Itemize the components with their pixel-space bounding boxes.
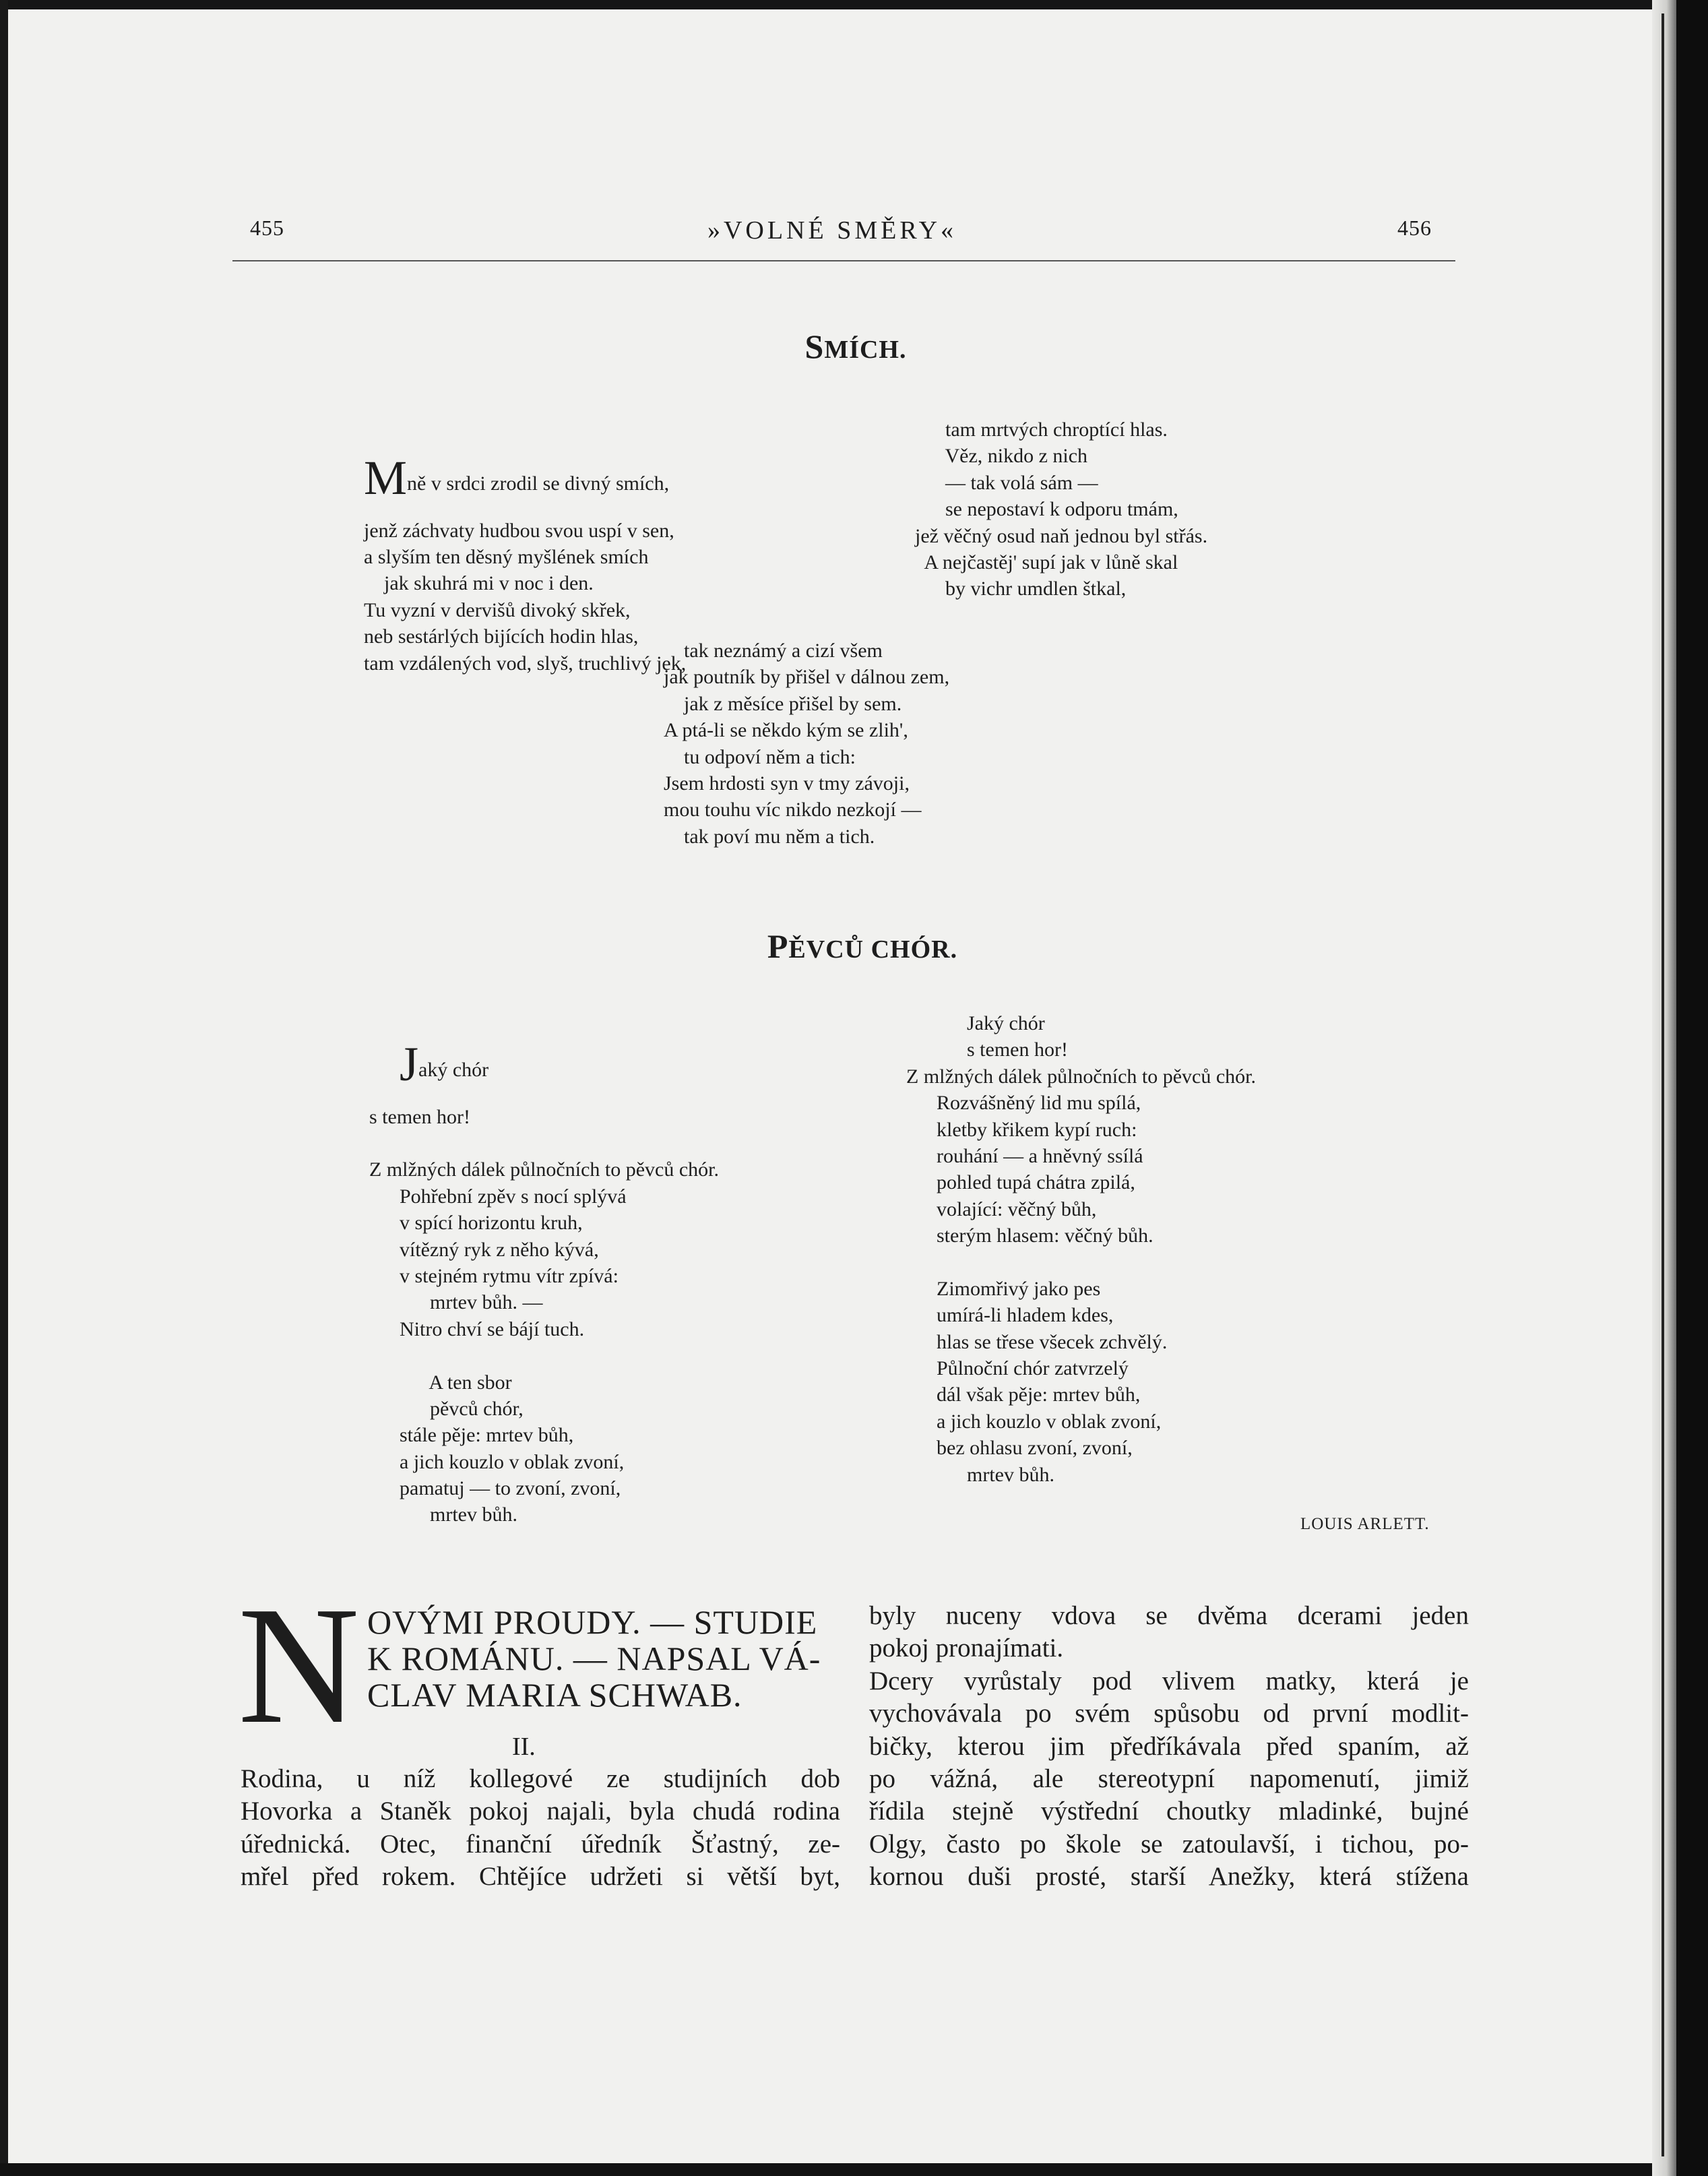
poem-smich-center-column <box>664 638 949 850</box>
section-number: II. <box>512 1733 536 1761</box>
article-heading <box>367 1604 839 1713</box>
verse-line: Rozvášněný lid mu spílá, <box>906 1092 1141 1115</box>
drop-cap: J <box>400 1036 419 1091</box>
verse-line: a jich kouzlo v oblak zvoní, <box>906 1410 1162 1433</box>
prose-line: úřednická. Otec, finanční úředník Šťastný, ze- <box>241 1829 840 1859</box>
verse-line: Zimomřivý jako pes <box>906 1277 1101 1300</box>
verse-line: pěvců chór, <box>369 1397 524 1420</box>
verse-line: Věz, nikdo z nich <box>915 445 1088 468</box>
verse-line: tam mrtvých chroptící hlas. <box>915 418 1168 441</box>
poem-smich-left-column <box>364 411 686 677</box>
verse-line: tak poví mu něm a tich. <box>664 825 875 848</box>
verse-line: tam vzdálených vod, slyš, truchlivý jek, <box>364 652 687 675</box>
verse-line <box>906 1249 1256 1276</box>
verse-line: mrtev bůh. — <box>369 1291 543 1314</box>
verse-line: Jaký chór <box>906 1012 1045 1034</box>
verse-line: rouhání — a hněvný ssílá <box>906 1144 1143 1167</box>
verse-line: s temen hor! <box>369 1105 470 1128</box>
verse-line: A ten sbor <box>369 1371 512 1394</box>
prose-line: po vážná, ale stereotypní napomenutí, jimiž <box>869 1764 1469 1793</box>
verse-line <box>369 1342 719 1369</box>
verse-line: hlas se třese všecek zchvělý. <box>906 1330 1168 1353</box>
prose-line: mřel před rokem. Chtějíce udržeti si větší byt, <box>241 1862 840 1892</box>
heading-line: OVÝMI PROUDY. — STUDIE <box>367 1603 818 1641</box>
verse-line: tak neznámý a cizí všem <box>664 640 883 662</box>
verse-line: Jaký chór <box>400 1036 489 1091</box>
verse-line: Půlnoční chór zatvrzelý <box>906 1357 1129 1380</box>
verse-line: neb sestárlých bijících hodin hlas, <box>364 625 639 648</box>
verse-line: Pohřební zpěv s nocí splývá <box>369 1185 627 1208</box>
verse-line: A nejčastěj' supí jak v lůně skal <box>915 551 1178 573</box>
verse-line: volající: věčný bůh, <box>906 1198 1097 1220</box>
verse-line: Mně v srdci zrodil se divný smích, <box>364 450 670 505</box>
verse-line: stále pěje: mrtev bůh, <box>369 1424 574 1447</box>
verse-line: Nitro chví se bájí tuch. <box>369 1317 585 1340</box>
poem-title-pevcu-chor: PĚVCŮ CHÓR. <box>767 927 958 965</box>
verse-line: A ptá-li se někdo kým se zlih', <box>664 719 908 742</box>
poem-title-smich: SMÍCH. <box>804 328 907 365</box>
verse-line: bez ohlasu zvoní, zvoní, <box>906 1437 1133 1460</box>
verse-line: jak z měsíce přišel by sem. <box>664 692 902 715</box>
running-header <box>232 216 1432 256</box>
scan-border-left <box>0 0 8 2176</box>
verse-line: jak skuhrá mi v noc i den. <box>364 572 594 595</box>
prose-line: řídila stejně výstřední choutky mladinké, bujné <box>869 1797 1469 1826</box>
article-initial: N <box>238 1572 360 1759</box>
verse-line <box>369 1130 719 1156</box>
verse-line: Z mlžných dálek půlnočních to pěvců chór. <box>369 1158 720 1181</box>
page-edge-shadow <box>1652 0 1676 2176</box>
prose-line: bičky, kterou jim předříkávala před spaním, až <box>869 1731 1469 1761</box>
article-right-column <box>869 1600 1469 1894</box>
prose-line: kornou duši prosté, starší Anežky, která stížena <box>869 1862 1469 1892</box>
verse-line: v spící horizontu kruh, <box>369 1212 583 1235</box>
verse-line: Jsem hrdosti syn v tmy závoji, <box>664 772 910 795</box>
scan-border-right <box>1676 0 1708 2176</box>
verse-line: kletby křikem kypí ruch: <box>906 1118 1137 1141</box>
poem-chor-right-column <box>906 1010 1256 1488</box>
poem-chor-left-column <box>369 997 719 1528</box>
verse-line: pamatuj — to zvoní, zvoní, <box>369 1477 621 1500</box>
verse-line: jak poutník by přišel v dálnou zem, <box>664 666 950 689</box>
verse-line: umírá-li hladem kdes, <box>906 1304 1114 1327</box>
page-number-left: 455 <box>250 216 284 240</box>
heading-line: K ROMÁNU. — NAPSAL VÁ- <box>367 1640 821 1677</box>
verse-line: — tak volá sám — <box>915 471 1098 494</box>
verse-line: jež věčný osud naň jednou byl střás. <box>915 524 1208 547</box>
verse-line: vítězný ryk z něho kývá, <box>369 1238 599 1261</box>
verse-line: v stejném rytmu vítr zpívá: <box>369 1264 619 1287</box>
prose-line: Hovorka a Staněk pokoj najali, byla chudá rodina <box>241 1797 840 1826</box>
prose-line: byly nuceny vdova se dvěma dcerami jeden <box>869 1601 1469 1630</box>
verse-line: Tu vyzní v dervišů divoký skřek, <box>364 598 631 621</box>
verse-line: dál však pěje: mrtev bůh, <box>906 1384 1141 1406</box>
prose-line: Olgy, často po škole se zatoulavší, i tichou, po- <box>869 1829 1469 1859</box>
verse-line: s temen hor! <box>906 1038 1068 1061</box>
scan-border-top <box>0 0 1708 9</box>
journal-title: »VOLNÉ SMĚRY« <box>707 216 957 245</box>
prose-line: vychovávala po svém spůsobu od první modlit- <box>869 1699 1469 1729</box>
verse-line: jenž záchvaty hudbou svou uspí v sen, <box>364 519 674 542</box>
page-edge-line <box>1662 13 1664 2156</box>
drop-cap: M <box>364 450 408 505</box>
page-number-right: 456 <box>1397 216 1432 240</box>
article-left-column <box>241 1763 840 1894</box>
heading-line: CLAV MARIA SCHWAB. <box>367 1676 742 1714</box>
prose-line: Dcery vyrůstaly pod vlivem matky, která je <box>869 1666 1469 1696</box>
poem-smich-right-column <box>915 416 1207 602</box>
author-signature: LOUIS ARLETT. <box>1300 1515 1430 1533</box>
scan-border-bottom <box>0 2163 1708 2176</box>
verse-line: se nepostaví k odporu tmám, <box>915 498 1178 521</box>
verse-line: by vichr umdlen štkal, <box>915 578 1127 600</box>
verse-line: a jich kouzlo v oblak zvoní, <box>369 1450 625 1473</box>
prose-line: pokoj pronajímati. <box>869 1634 1064 1663</box>
verse-line: mrtev bůh. <box>906 1463 1054 1486</box>
verse-line: Z mlžných dálek půlnočních to pěvců chór. <box>906 1065 1257 1088</box>
prose-line: Rodina, u níž kollegové ze studijních dob <box>241 1764 840 1793</box>
verse-line: a slyším ten děsný myšlének smích <box>364 546 649 568</box>
header-rule <box>232 260 1455 261</box>
verse-line: sterým hlasem: věčný bůh. <box>906 1224 1153 1247</box>
verse-line: pohled tupá chátra zpilá, <box>906 1171 1135 1194</box>
verse-line: mrtev bůh. <box>369 1503 517 1526</box>
verse-line: mou touhu víc nikdo nezkojí — <box>664 799 922 821</box>
verse-line: tu odpoví něm a tich: <box>664 745 856 768</box>
